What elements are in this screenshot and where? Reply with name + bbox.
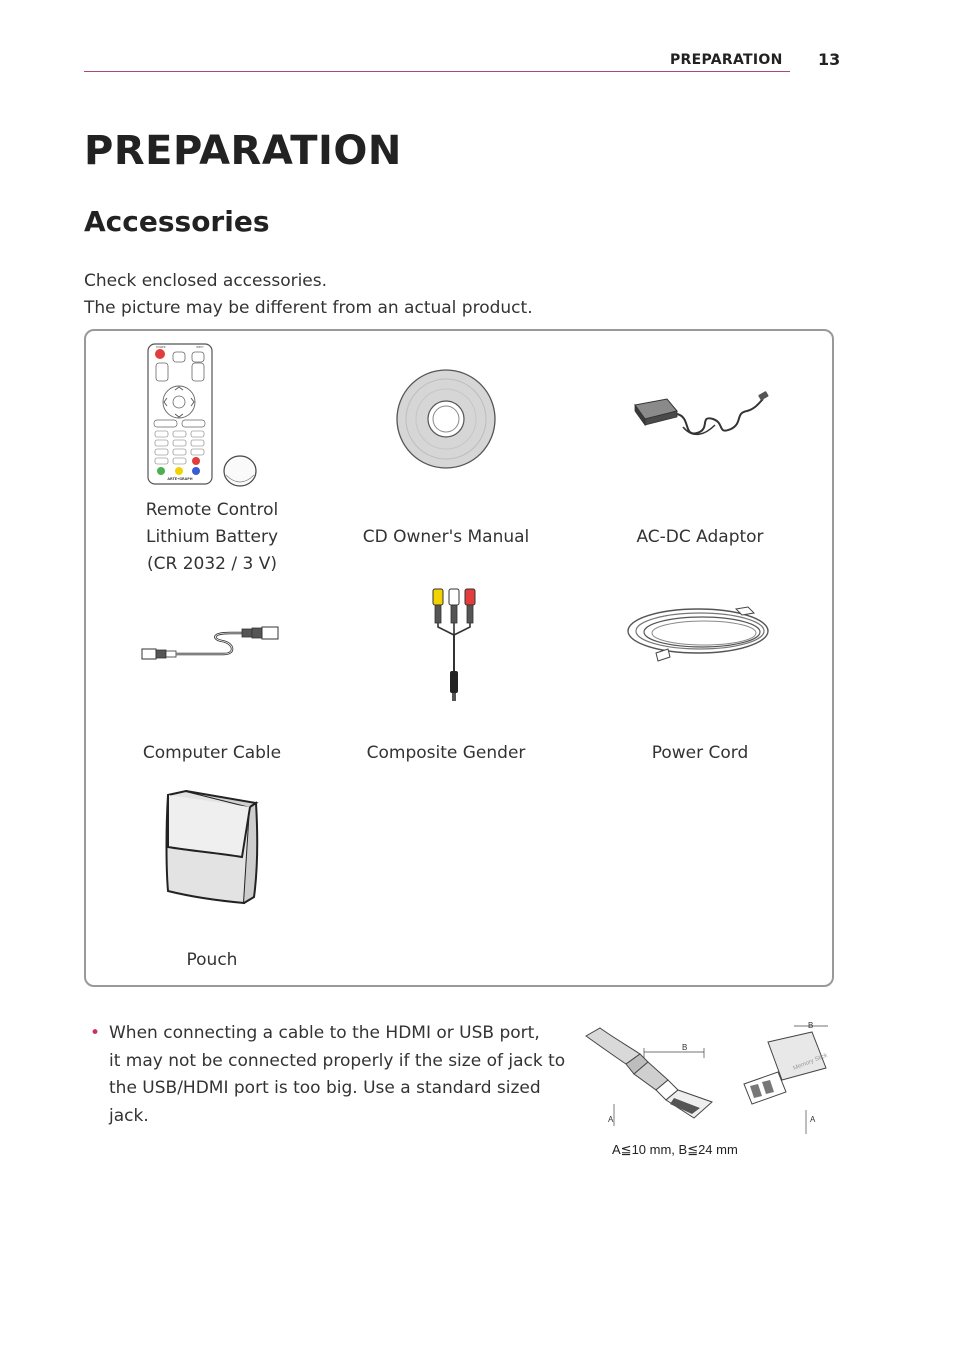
svg-text:A: A: [608, 1115, 614, 1124]
label-line: (CR 2032 / 3 V): [147, 554, 277, 574]
power-cord-icon: [626, 603, 776, 663]
accessory-label-composite: [326, 740, 566, 767]
jack-size-caption: A≦10 mm, B≦24 mm: [612, 1142, 738, 1157]
label-line: AC-DC Adaptor: [636, 527, 764, 547]
svg-text:INPUT: INPUT: [196, 346, 204, 349]
note-line: the USB/HDMI port is too big. Use a standard sized: [109, 1078, 541, 1098]
svg-text:POWER: POWER: [156, 346, 166, 349]
svg-text:B: B: [808, 1021, 814, 1030]
header-rule: [84, 71, 790, 72]
remote-control-icon: [146, 343, 266, 493]
intro-text: [84, 268, 533, 322]
note-text: [109, 1020, 570, 1130]
pouch-icon: [162, 787, 262, 905]
page-title: PREPARATION: [84, 128, 402, 174]
svg-text:B: B: [682, 1043, 688, 1052]
note-line: it may not be connected properly if the size of jack to: [109, 1050, 566, 1071]
accessory-label-remote: [92, 497, 332, 578]
bullet-icon: •: [90, 1023, 101, 1043]
composite-gender-icon: [430, 587, 478, 707]
page-number: 13: [818, 50, 841, 69]
intro-line: Check enclosed accessories.: [84, 271, 328, 291]
label-line: Pouch: [186, 950, 238, 970]
label-line: Power Cord: [651, 743, 749, 763]
running-header: PREPARATION: [670, 52, 783, 68]
label-line: Computer Cable: [142, 743, 282, 763]
label-line: CD Owner's Manual: [362, 527, 530, 547]
hdmi-plug-icon: [586, 1028, 712, 1118]
svg-text:ARTE•GRAPH: ARTE•GRAPH: [167, 477, 193, 481]
accessory-label-power-cord: [580, 740, 820, 767]
svg-text:A: A: [810, 1115, 816, 1124]
note-line: jack.: [109, 1105, 149, 1126]
label-line: Composite Gender: [366, 743, 526, 763]
note-block: [90, 1020, 570, 1130]
accessory-label-cd: [326, 524, 566, 551]
jack-size-diagram: [582, 1018, 834, 1138]
svg-text:Memory Stick: Memory Stick: [792, 1052, 829, 1072]
note-line: When connecting a cable to the HDMI or USB port,: [109, 1023, 540, 1043]
accessory-label-adaptor: [580, 524, 820, 551]
adaptor-icon: [631, 389, 776, 449]
accessory-label-pouch: [92, 947, 332, 974]
label-line: Lithium Battery: [145, 527, 278, 547]
section-title: Accessories: [84, 205, 270, 238]
accessories-box: [84, 329, 834, 987]
cd-icon: [396, 369, 496, 469]
computer-cable-icon: [140, 625, 288, 665]
intro-line: The picture may be different from an actual product.: [84, 298, 533, 318]
accessory-label-computer-cable: [92, 740, 332, 767]
label-line: Remote Control: [145, 500, 279, 520]
usb-stick-icon: [744, 1032, 829, 1104]
